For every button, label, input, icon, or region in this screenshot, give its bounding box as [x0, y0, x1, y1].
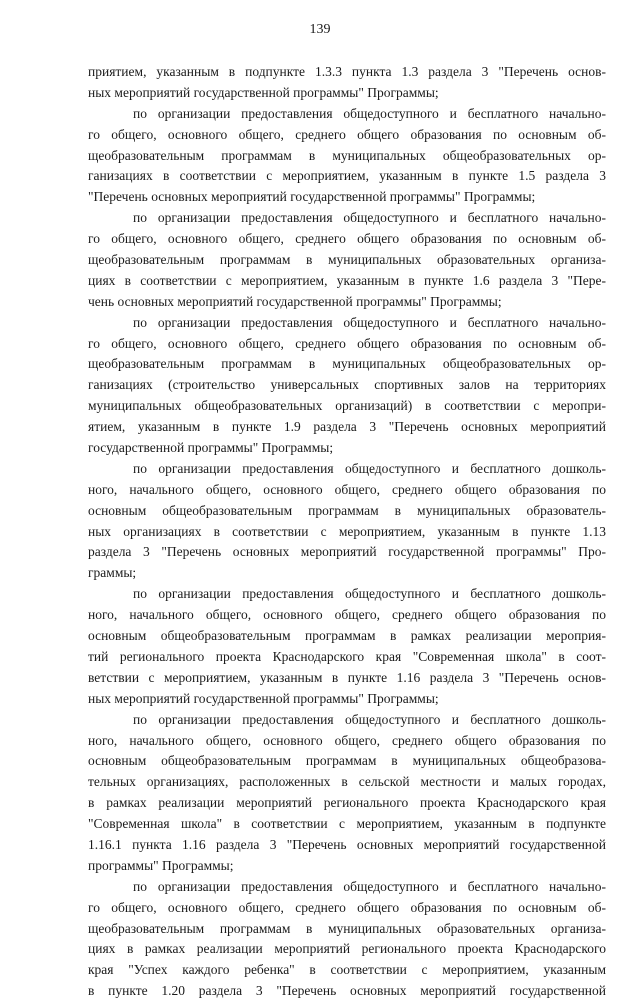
paragraph [88, 208, 606, 312]
text-line: края "Успех каждого ребенка" в соответствии с мероприятием, указанным [88, 962, 606, 978]
text-line: тий регионального проекта Краснодарского края "Современная школа" в соот- [88, 648, 606, 664]
text-line: ного, начального общего, основного общего, среднего общего образования по [88, 732, 606, 748]
text-line: в рамках реализации мероприятий регионального проекта Краснодарского края [88, 795, 606, 811]
page-number: 139 [309, 22, 331, 37]
text-line: граммы; [88, 565, 137, 581]
text-line: "Современная школа" в соответствии с мероприятием, указанным в подпункте [88, 816, 606, 832]
text-line: циях в соответствии с мероприятием, указанным в пункте 1.6 раздела 3 "Пере- [88, 272, 606, 288]
text-line: по организации предоставления общедоступного и бесплатного начально- [133, 105, 606, 121]
text-line: "Перечень основных мероприятий государственной программы" Программы; [88, 189, 536, 205]
text-line: го общего, основного общего, среднего общего образования по основным об- [88, 899, 606, 915]
text-line: по организации предоставления общедоступного и бесплатного начально- [133, 878, 606, 894]
text-line: го общего, основного общего, среднего общего образования по основным об- [88, 126, 606, 142]
text-line: основным общеобразовательным программам в муниципальных общеобразова- [88, 753, 606, 769]
text-line: го общего, основного общего, среднего общего образования по основным об- [88, 335, 606, 351]
text-line: основным общеобразовательным программам в муниципальных образователь- [88, 502, 606, 518]
text-line: 1.16.1 пункта 1.16 раздела 3 "Перечень основных мероприятий государственной [88, 836, 606, 852]
text-line: по организации предоставления общедоступного и бесплатного начально- [133, 314, 606, 330]
text-line: раздела 3 "Перечень основных мероприятий государственной программы" Про- [88, 544, 606, 560]
text-line: по организации предоставления общедоступного и бесплатного дошколь- [133, 711, 606, 727]
paragraph [88, 62, 606, 104]
paragraph [88, 104, 606, 208]
text-line: щеобразовательным программам в муниципальных общеобразовательных ор- [88, 147, 606, 163]
text-line: основным общеобразовательным программам в рамках реализации мероприя- [88, 628, 606, 644]
paragraph [88, 710, 606, 877]
text-line: ных мероприятий государственной программы" Программы; [88, 84, 439, 100]
text-line: по организации предоставления общедоступного и бесплатного дошколь- [133, 460, 606, 476]
text-line: приятием, указанным в подпункте 1.3.3 пункта 1.3 раздела 3 "Перечень основ- [88, 64, 606, 79]
text-line: ветствии с мероприятием, указанным в пункте 1.16 раздела 3 "Перечень основ- [88, 669, 606, 685]
text-line: щеобразовательным программам в муниципальных образовательных организа- [88, 920, 606, 936]
text-line: программы" Программы; [88, 857, 234, 873]
text-line: ных организациях в соответствии с мероприятием, указанным в пункте 1.13 [88, 523, 606, 539]
paragraph [88, 313, 606, 459]
text-line: циях в рамках реализации мероприятий регионального проекта Краснодарского [88, 941, 606, 957]
paragraph [88, 584, 606, 709]
text-line: по организации предоставления общедоступного и бесплатного дошколь- [133, 586, 606, 602]
text-line: чень основных мероприятий государственной программы" Программы; [88, 293, 502, 309]
text-line: ного, начального общего, основного общего, среднего общего образования по [88, 607, 606, 623]
text-line: ного, начального общего, основного общего, среднего общего образования по [88, 481, 606, 497]
text-line: щеобразовательным программам в муниципальных общеобразовательных ор- [88, 356, 606, 372]
text-line: щеобразовательным программам в муниципальных образовательных организа- [88, 252, 606, 268]
text-line: ных мероприятий государственной программы" Программы; [88, 690, 439, 706]
paragraph [88, 459, 606, 584]
text-line: по организации предоставления общедоступного и бесплатного начально- [133, 210, 606, 226]
paragraph [88, 877, 606, 1002]
text-line: ганизациях (строительство универсальных спортивных залов на территориях [88, 377, 606, 393]
text-line: в пункте 1.20 раздела 3 "Перечень основных мероприятий государственной [88, 983, 606, 999]
text-line: ятием, указанным в пункте 1.9 раздела 3 "Перечень основных мероприятий [88, 419, 606, 435]
document-body [88, 62, 606, 1002]
text-line: ганизациях в соответствии с мероприятием, указанным в пункте 1.5 раздела 3 [88, 168, 606, 184]
text-line: го общего, основного общего, среднего общего образования по основным об- [88, 231, 606, 247]
text-line: государственной программы" Программы; [88, 440, 334, 456]
text-line: муниципальных общеобразовательных организаций) в соответствии с меропри- [88, 398, 606, 414]
text-line: тельных организациях, расположенных в сельской местности и малых городах, [88, 774, 606, 790]
